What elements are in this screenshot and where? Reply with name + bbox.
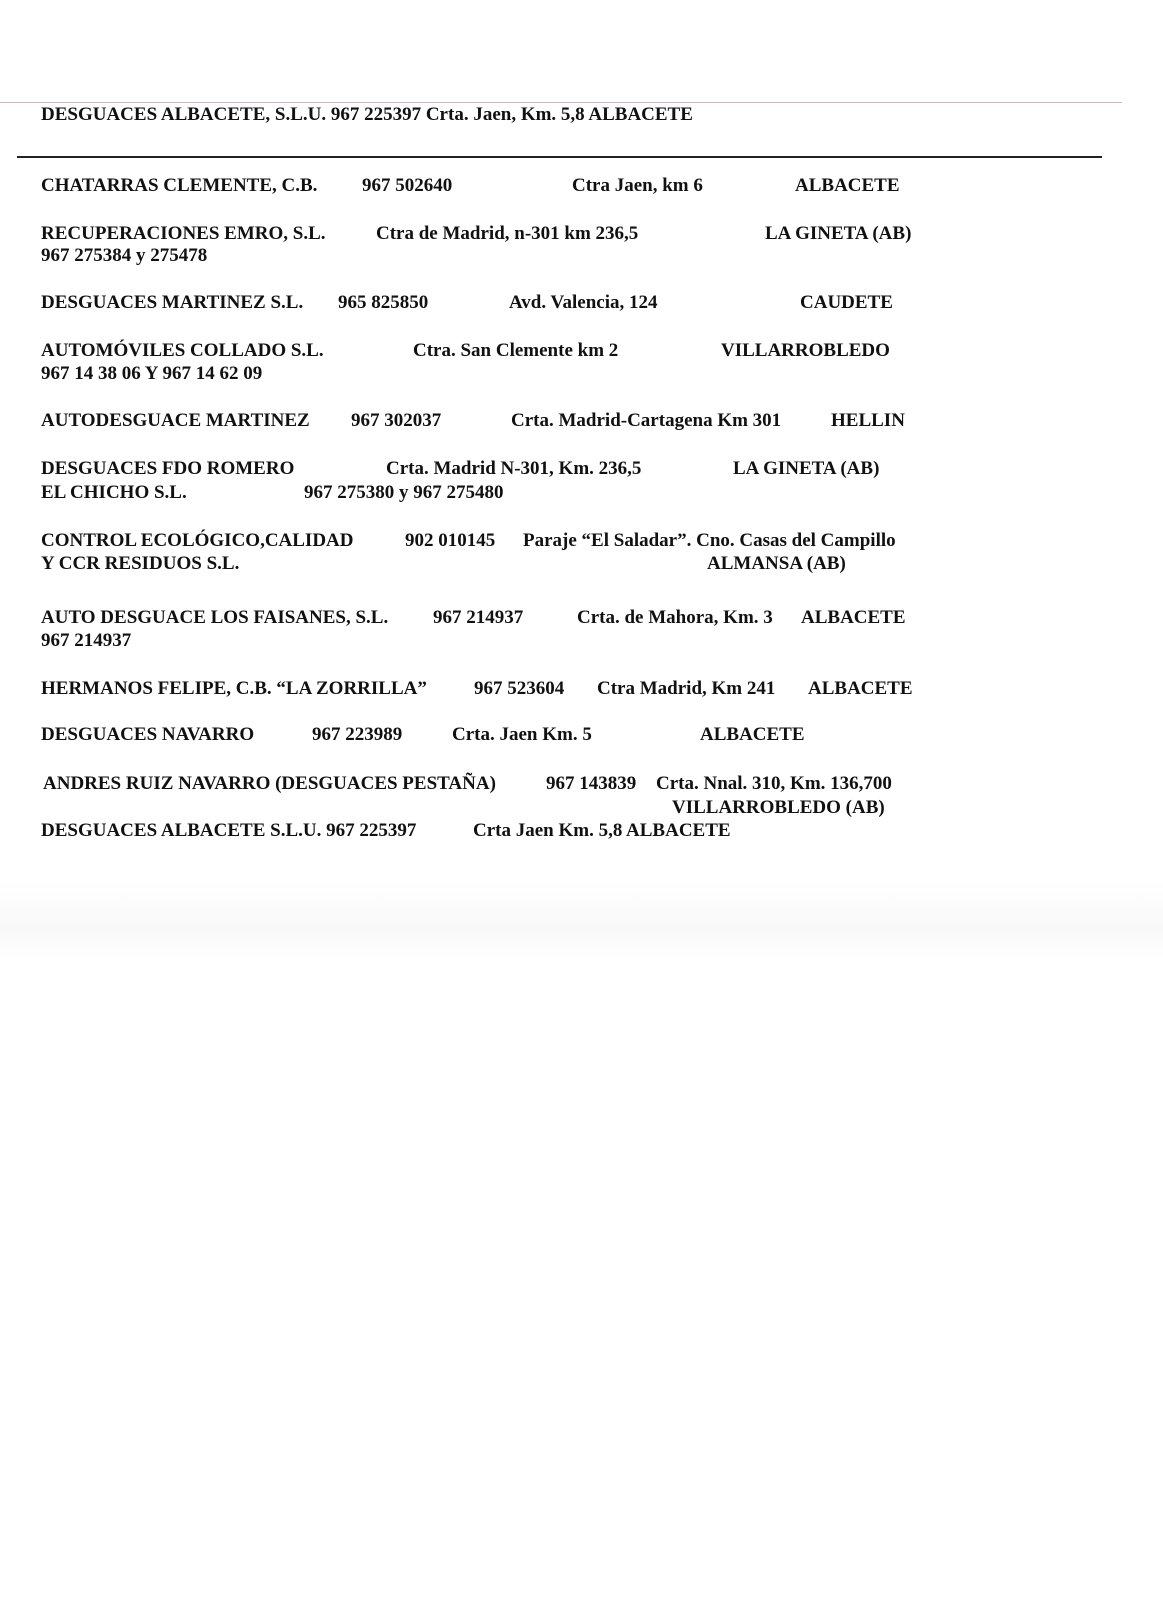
entry-6-phone: 967 302037	[351, 410, 442, 431]
entry-10-city: ALBACETE	[808, 678, 913, 699]
entry-12-address: Crta. Nnal. 310, Km. 136,700	[656, 773, 892, 794]
entry-6-city: HELLIN	[831, 410, 905, 431]
entry-6-name: AUTODESGUACE MARTINEZ	[41, 410, 310, 431]
entry-8-city: ALMANSA (AB)	[707, 553, 846, 574]
top-rule	[0, 102, 1122, 103]
entry-3-name: RECUPERACIONES EMRO, S.L.	[41, 223, 326, 244]
entry-3-address: Ctra de Madrid, n-301 km 236,5	[376, 223, 639, 244]
entry-10-address: Ctra Madrid, Km 241	[597, 678, 776, 699]
entry-8-phone: 902 010145	[405, 530, 496, 551]
entry-4-name: DESGUACES MARTINEZ S.L.	[41, 292, 304, 313]
entry-6-address: Crta. Madrid-Cartagena Km 301	[511, 410, 782, 431]
entry-8-name: CONTROL ECOLÓGICO,CALIDAD	[41, 530, 354, 551]
separator-rule	[17, 156, 1102, 158]
entry-7-name: DESGUACES FDO ROMERO	[41, 458, 295, 479]
entry-9-address: Crta. de Mahora, Km. 3	[577, 607, 773, 628]
entry-3-phone: 967 275384 y 275478	[41, 245, 208, 266]
entry-12-name: ANDRES RUIZ NAVARRO (DESGUACES PESTAÑA)	[43, 773, 496, 794]
entry-9-city: ALBACETE	[801, 607, 906, 628]
entry-10-phone: 967 523604	[474, 678, 565, 699]
entry-9-phone-2: 967 214937	[41, 630, 132, 651]
entry-4-address: Avd. Valencia, 124	[509, 292, 658, 313]
entry-11-phone: 967 223989	[312, 724, 403, 745]
entry-4-phone: 965 825850	[338, 292, 429, 313]
entry-9-phone: 967 214937	[433, 607, 524, 628]
entry-8-name-cont: Y CCR RESIDUOS S.L.	[41, 553, 240, 574]
entry-7-city: LA GINETA (AB)	[733, 458, 880, 479]
entry-7-phone: 967 275380 y 967 275480	[304, 482, 504, 503]
entry-7-address: Crta. Madrid N-301, Km. 236,5	[386, 458, 642, 479]
entry-10-name: HERMANOS FELIPE, C.B. “LA ZORRILLA”	[41, 678, 427, 699]
entry-1-line: DESGUACES ALBACETE, S.L.U. 967 225397 Crta. Jaen, Km. 5,8 ALBACETE	[41, 104, 693, 125]
entry-4-city: CAUDETE	[800, 292, 893, 313]
entry-5-name: AUTOMÓVILES COLLADO S.L.	[41, 340, 324, 361]
entry-2-address: Ctra Jaen, km 6	[572, 175, 703, 196]
entry-11-address: Crta. Jaen Km. 5	[452, 724, 592, 745]
entry-5-address: Ctra. San Clemente km 2	[413, 340, 619, 361]
entry-11-city: ALBACETE	[700, 724, 805, 745]
entry-3-city: LA GINETA (AB)	[765, 223, 912, 244]
entry-5-phone: 967 14 38 06 Y 967 14 62 09	[41, 363, 263, 384]
entry-2-phone: 967 502640	[362, 175, 453, 196]
entry-8-address: Paraje “El Saladar”. Cno. Casas del Campillo	[523, 530, 896, 551]
entry-13-name-phone: DESGUACES ALBACETE S.L.U. 967 225397	[41, 820, 417, 841]
scan-shade	[0, 880, 1163, 960]
entry-11-name: DESGUACES NAVARRO	[41, 724, 255, 745]
entry-2-name: CHATARRAS CLEMENTE, C.B.	[41, 175, 318, 196]
entry-13-address-city: Crta Jaen Km. 5,8 ALBACETE	[473, 820, 731, 841]
entry-2-city: ALBACETE	[795, 175, 900, 196]
entry-5-city: VILLARROBLEDO	[721, 340, 890, 361]
entry-12-phone: 967 143839	[546, 773, 637, 794]
entry-9-name: AUTO DESGUACE LOS FAISANES, S.L.	[41, 607, 389, 628]
entry-7-name-cont: EL CHICHO S.L.	[41, 482, 187, 503]
entry-12-city: VILLARROBLEDO (AB)	[672, 797, 885, 818]
